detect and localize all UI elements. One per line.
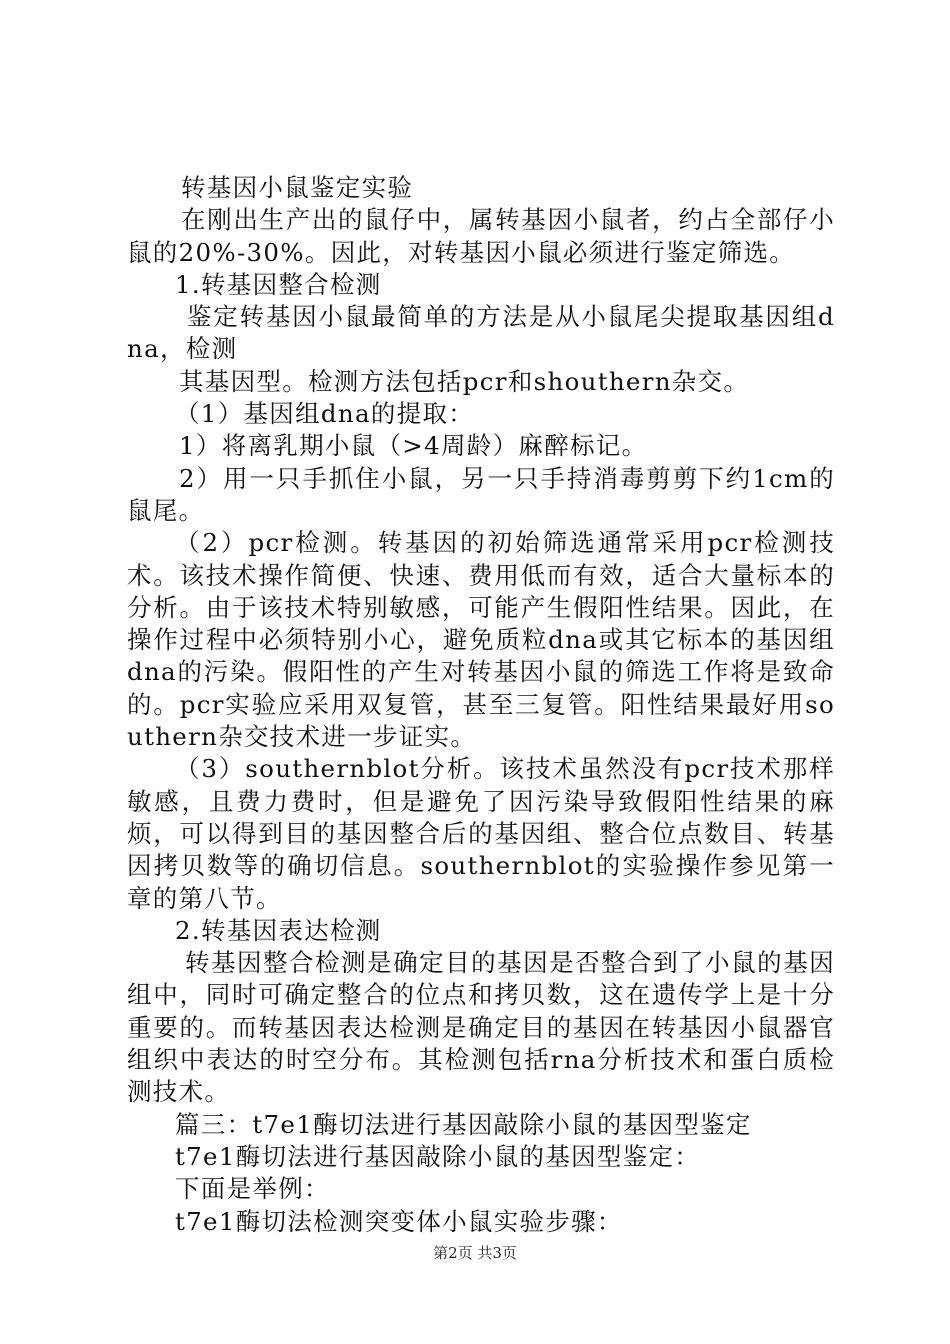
document-body (127, 172, 835, 1238)
page-footer (0, 1243, 950, 1263)
paragraph: 鉴定转基因小鼠最简单的方法是从小鼠尾尖提取基因组dna，检测 (127, 302, 835, 364)
paragraph: （3）southernblot分析。该技术虽然没有pcr技术那样敏感，且费力费时，但是避免了因污染导致假阳性结果的麻烦，可以得到目的基因整合后的基因组、整合位点数目、转基因拷贝数等的确切信息。southernblot的实验操作参见第一章的第八节。 (127, 754, 835, 913)
paragraph-title: 转基因小鼠鉴定实验 (181, 173, 414, 202)
paragraph: 下面是举例： (175, 1174, 330, 1204)
section-heading: 2.转基因表达检测 (175, 915, 382, 945)
paragraph: 在刚出生产出的鼠仔中，属转基因小鼠者，约占全部仔小鼠的20%-30%。因此，对转基因小鼠必须进行鉴定筛选。 (127, 205, 835, 267)
paragraph: 转基因整合检测是确定目的基因是否整合到了小鼠的基因组中，同时可确定整合的位点和拷贝数，这在遗传学上是十分重要的。而转基因表达检测是确定目的基因在转基因小鼠器官组织中表达的时空分布。其检测包括rna分析技术和蛋白质检测技术。 (127, 948, 835, 1107)
subsection-heading: （1）基因组dna的提取： (175, 399, 475, 429)
paragraph: t7e1酶切法进行基因敲除小鼠的基因型鉴定： (175, 1141, 701, 1171)
paragraph: 其基因型。检测方法包括pcr和shouthern杂交。 (179, 366, 750, 396)
step-item: 2）用一只手抓住小鼠，另一只手持消毒剪剪下约1cm的鼠尾。 (127, 463, 835, 525)
section-heading: 1.转基因整合检测 (175, 269, 382, 299)
page-number-label: 第2页 共3页 (433, 1244, 517, 1262)
section-heading: 篇三：t7e1酶切法进行基因敲除小鼠的基因型鉴定 (175, 1109, 752, 1139)
paragraph: （2）pcr检测。转基因的初始筛选通常采用pcr检测技术。该技术操作简便、快速、费用低而有效，适合大量标本的分析。由于该技术特别敏感，可能产生假阳性结果。因此，在操作过程中必须特别小心，避免质粒dna或其它标本的基因组dna的污染。假阳性的产生对转基因小鼠的筛选工作将是致命的。pcr实验应采用双复管，甚至三复管。阳性结果最好用southern杂交技术进一步证实。 (127, 528, 835, 752)
paragraph: t7e1酶切法检测突变体小鼠实验步骤： (175, 1206, 623, 1236)
step-item: 1）将离乳期小鼠（>4周龄）麻醉标记。 (179, 431, 648, 461)
